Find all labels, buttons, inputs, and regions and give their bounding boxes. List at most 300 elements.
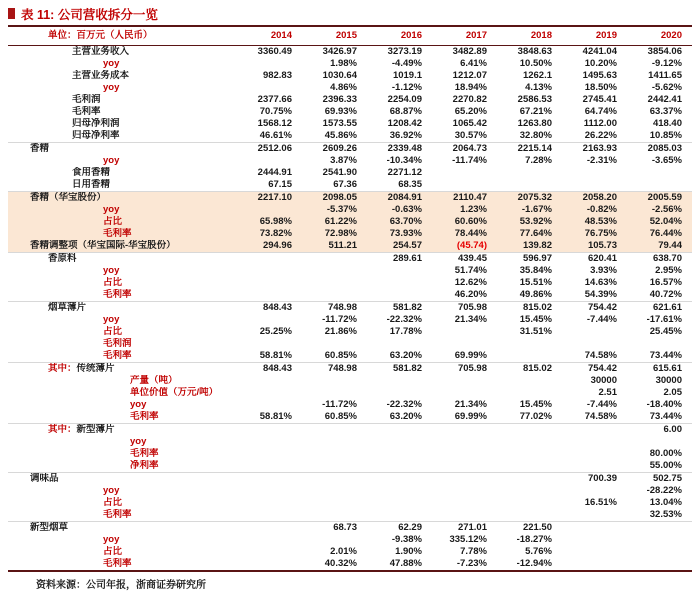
cell-value: [302, 289, 367, 302]
cell-value: [627, 179, 692, 192]
cell-value: 63.20%: [389, 350, 422, 361]
cell-value: [237, 448, 302, 460]
row-label: yoy: [130, 399, 147, 410]
cell-value: 73.44%: [649, 411, 682, 422]
cell-value: [237, 265, 302, 277]
cell-value: 294.96: [237, 240, 302, 253]
cell-value: [237, 436, 302, 448]
cell-value: 221.50: [497, 522, 562, 535]
table-row: [8, 155, 692, 167]
cell-value: 1.90%: [395, 546, 422, 557]
cell-value: 1112.00: [583, 118, 617, 129]
cell-value: 2.95%: [655, 265, 682, 276]
cell-value: -3.65%: [651, 155, 682, 166]
table-row: [8, 289, 692, 302]
cell-value: -28.22%: [646, 485, 682, 496]
cell-value: -2.56%: [627, 204, 692, 216]
cell-value: [497, 167, 562, 179]
cell-value: -1.12%: [391, 82, 422, 93]
row-label: 香精: [8, 143, 237, 156]
cell-value: [367, 375, 432, 387]
table-row: [8, 46, 692, 59]
cell-value: -11.72%: [322, 314, 357, 325]
cell-value: 335.12%: [449, 534, 487, 545]
cell-value: [302, 253, 367, 266]
row-label-name: 传统薄片: [76, 363, 115, 374]
cell-value: [237, 460, 302, 473]
cell-value: [562, 179, 627, 192]
cell-value: [497, 460, 562, 473]
cell-value: 2064.73: [432, 143, 497, 156]
year-header-2015: 2015: [302, 26, 367, 46]
cell-value: -9.12%: [651, 58, 682, 69]
row-label: 新型烟草: [8, 522, 237, 535]
cell-value: 68.73: [302, 522, 367, 535]
cell-value: [497, 350, 562, 363]
cell-value: [237, 58, 302, 70]
cell-value: 45.86%: [324, 130, 357, 141]
cell-value: 54.39%: [584, 289, 617, 300]
cell-value: 2586.53: [517, 94, 552, 105]
cell-value: 16.57%: [649, 277, 682, 288]
year-header-2018: 2018: [497, 26, 562, 46]
cell-value: 2745.41: [582, 94, 617, 105]
cell-value: [367, 436, 432, 448]
table-row: [8, 546, 692, 558]
cell-value: 72.98%: [302, 228, 367, 240]
table-row: [8, 82, 692, 94]
table-row: [8, 179, 692, 192]
cell-value: [302, 473, 367, 486]
row-label: yoy: [103, 82, 120, 93]
cell-value: 982.83: [262, 70, 292, 81]
cell-value: [627, 338, 692, 350]
cell-value: [237, 314, 302, 326]
cell-value: [432, 167, 497, 179]
cell-value: 1411.65: [648, 70, 682, 81]
cell-value: 1495.63: [582, 70, 617, 81]
cell-value: [237, 546, 302, 558]
cell-value: 2215.14: [497, 143, 562, 156]
cell-value: [302, 338, 367, 350]
cell-value: 60.60%: [432, 216, 497, 228]
cell-value: [432, 497, 497, 509]
cell-value: [497, 485, 562, 497]
cell-value: 36.92%: [389, 130, 422, 141]
table-row: [8, 350, 692, 363]
cell-value: 40.72%: [649, 289, 682, 300]
cell-value: -18.40%: [646, 399, 682, 410]
cell-value: 615.61: [627, 363, 692, 376]
row-label: 香原料: [8, 253, 237, 266]
cell-value: 55.00%: [649, 460, 682, 471]
table-row: [8, 58, 692, 70]
cell-value: 74.58%: [584, 411, 617, 422]
table-row: [8, 216, 692, 228]
cell-value: 439.45: [432, 253, 497, 266]
table-row: [8, 240, 692, 253]
cell-value: 2377.66: [257, 94, 292, 105]
cell-value: [237, 534, 302, 546]
cell-value: 10.20%: [584, 58, 617, 69]
cell-value: 2058.20: [562, 192, 627, 205]
cell-value: [367, 338, 432, 350]
cell-value: 7.28%: [525, 155, 552, 166]
cell-value: 40.32%: [324, 558, 357, 569]
cell-value: [562, 522, 627, 535]
cell-value: 12.62%: [454, 277, 487, 288]
cell-value: [627, 534, 692, 546]
year-header-2019: 2019: [562, 26, 627, 46]
cell-value: [367, 424, 432, 437]
cell-value: 74.58%: [584, 350, 617, 361]
cell-value: [237, 497, 302, 509]
cell-value: [562, 448, 627, 460]
cell-value: 1030.64: [322, 70, 357, 81]
cell-value: [562, 460, 627, 473]
cell-value: 815.02: [497, 302, 562, 315]
year-header-2016: 2016: [367, 26, 432, 46]
cell-value: 32.53%: [649, 509, 682, 520]
cell-value: [367, 387, 432, 399]
cell-value: [237, 558, 302, 571]
table-row: [8, 534, 692, 546]
cell-value: 2270.82: [452, 94, 487, 105]
table-row: [8, 424, 692, 437]
cell-value: 67.15: [268, 179, 292, 190]
cell-value: -4.49%: [391, 58, 422, 69]
cell-value: [237, 204, 302, 216]
table-row: [8, 436, 692, 448]
table-row: [8, 509, 692, 522]
row-label: yoy: [103, 58, 120, 69]
revenue-breakdown-table: [8, 25, 692, 572]
table-row: [8, 448, 692, 460]
row-label: yoy: [103, 314, 120, 325]
row-label: [8, 363, 237, 376]
row-label: 占比: [103, 326, 123, 337]
cell-value: [367, 448, 432, 460]
cell-value: [497, 338, 562, 350]
table-row: [8, 558, 692, 571]
cell-value: [302, 497, 367, 509]
cell-value: 3426.97: [322, 46, 357, 57]
cell-value: 3.87%: [330, 155, 357, 166]
cell-value: -11.72%: [322, 399, 357, 410]
cell-value: 67.36: [333, 179, 357, 190]
header-row: [8, 26, 692, 46]
cell-value: -7.44%: [586, 314, 617, 325]
table-header: [8, 26, 692, 46]
row-label: 毛利率: [8, 228, 237, 240]
cell-value: 271.01: [432, 522, 497, 535]
cell-value: 3482.89: [452, 46, 487, 57]
table-row: [8, 204, 692, 216]
cell-value: 15.51%: [519, 277, 552, 288]
cell-value: 2005.59: [627, 192, 692, 205]
cell-value: [432, 338, 497, 350]
row-label: 归母净利润: [72, 118, 120, 129]
cell-value: 2110.47: [432, 192, 497, 205]
cell-value: 30.57%: [454, 130, 487, 141]
cell-value: -10.34%: [386, 155, 422, 166]
cell-value: 289.61: [367, 253, 432, 266]
cell-value: 511.21: [302, 240, 367, 253]
cell-value: 76.44%: [627, 228, 692, 240]
cell-value: 15.45%: [519, 314, 552, 325]
cell-value: 61.22%: [302, 216, 367, 228]
row-label: 香精（华宝股份）: [8, 192, 237, 205]
row-label: yoy: [103, 155, 120, 166]
cell-value: -22.32%: [386, 314, 422, 325]
cell-value: 1568.12: [257, 118, 292, 129]
cell-value: -7.23%: [456, 558, 487, 569]
cell-value: [367, 460, 432, 473]
cell-value: 77.02%: [519, 411, 552, 422]
row-label: 毛利率: [103, 350, 132, 361]
cell-value: 26.22%: [584, 130, 617, 141]
cell-value: 2085.03: [627, 143, 692, 156]
cell-value: 638.70: [627, 253, 692, 266]
cell-value: [237, 387, 302, 399]
cell-value: 32.80%: [519, 130, 552, 141]
cell-value: 2.05: [663, 387, 682, 398]
table-row: [8, 94, 692, 106]
cell-value: 76.75%: [562, 228, 627, 240]
cell-value: 25.45%: [649, 326, 682, 337]
cell-value: [497, 436, 562, 448]
cell-value: [562, 338, 627, 350]
cell-value: 4241.04: [582, 46, 617, 57]
row-label: yoy: [103, 265, 120, 276]
cell-value: 1.23%: [432, 204, 497, 216]
table-row: [8, 253, 692, 266]
cell-value: 46.20%: [454, 289, 487, 300]
cell-value: -0.82%: [562, 204, 627, 216]
cell-value: 48.53%: [562, 216, 627, 228]
cell-value: 13.04%: [649, 497, 682, 508]
cell-value: [302, 265, 367, 277]
cell-value: [302, 448, 367, 460]
cell-value: 2442.41: [647, 94, 682, 105]
row-label: 归母净利率: [72, 130, 120, 141]
cell-value: 69.99%: [454, 411, 487, 422]
cell-value: 3360.49: [257, 46, 292, 57]
cell-value: [237, 289, 302, 302]
cell-value: 53.92%: [497, 216, 562, 228]
cell-value: 21.34%: [454, 399, 487, 410]
cell-value: 69.93%: [324, 106, 357, 117]
table-row: [8, 167, 692, 179]
cell-value: [562, 424, 627, 437]
table-row: [8, 460, 692, 473]
cell-value: 2254.09: [387, 94, 422, 105]
cell-value: 2339.48: [367, 143, 432, 156]
cell-value: 2098.05: [302, 192, 367, 205]
cell-value: 6.41%: [460, 58, 487, 69]
row-label: 占比: [103, 277, 123, 288]
row-label: 占比: [103, 497, 123, 508]
cell-value: 64.74%: [584, 106, 617, 117]
year-header-2017: 2017: [432, 26, 497, 46]
cell-value: 80.00%: [649, 448, 682, 459]
cell-value: 620.41: [562, 253, 627, 266]
cell-value: [367, 509, 432, 522]
cell-value: [302, 485, 367, 497]
table-row: [8, 314, 692, 326]
row-label: yoy: [8, 204, 237, 216]
cell-value: [497, 387, 562, 399]
cell-value: 1.98%: [330, 58, 357, 69]
cell-value: [237, 485, 302, 497]
row-label: 净利率: [130, 460, 159, 471]
cell-value: 1573.55: [322, 118, 357, 129]
cell-value: 58.81%: [259, 411, 292, 422]
table-row: [8, 363, 692, 376]
cell-value: [562, 509, 627, 522]
row-label: 占比: [103, 546, 123, 557]
table-row: [8, 326, 692, 338]
cell-value: [432, 179, 497, 192]
cell-value: 754.42: [562, 363, 627, 376]
cell-value: 46.61%: [259, 130, 292, 141]
cell-value: [302, 277, 367, 289]
cell-value: 581.82: [367, 302, 432, 315]
cell-value: 47.88%: [389, 558, 422, 569]
cell-value: 18.94%: [454, 82, 487, 93]
table-row: [8, 143, 692, 156]
table-row: [8, 522, 692, 535]
cell-value: [237, 338, 302, 350]
cell-value: 49.86%: [519, 289, 552, 300]
table-row: [8, 70, 692, 82]
cell-value: 596.97: [497, 253, 562, 266]
cell-value: [432, 436, 497, 448]
cell-value: 7.78%: [460, 546, 487, 557]
cell-value: [367, 497, 432, 509]
cell-value: [237, 509, 302, 522]
cell-value: 1262.1: [522, 70, 552, 81]
table-row: [8, 106, 692, 118]
cell-value: 748.98: [302, 302, 367, 315]
cell-value: [367, 265, 432, 277]
cell-value: -22.32%: [386, 399, 422, 410]
cell-value: [562, 546, 627, 558]
row-label: 主营业务收入: [72, 46, 130, 57]
cell-value: [432, 473, 497, 486]
cell-value: [432, 387, 497, 399]
cell-value: [497, 448, 562, 460]
row-label: 香精调整项（华宝国际-华宝股份）: [8, 240, 237, 253]
cell-value: 3273.19: [387, 46, 422, 57]
table-row: [8, 387, 692, 399]
cell-value: [497, 509, 562, 522]
cell-value: 815.02: [497, 363, 562, 376]
red-square-bullet-icon: [8, 8, 15, 19]
cell-value: [302, 509, 367, 522]
cell-value: 63.20%: [389, 411, 422, 422]
cell-value: 1263.80: [517, 118, 552, 129]
cell-value: [497, 424, 562, 437]
source-note: 资料来源：公司年报，浙商证券研究所: [36, 580, 206, 591]
cell-value: [562, 167, 627, 179]
cell-value: 35.84%: [519, 265, 552, 276]
cell-value: 31.51%: [519, 326, 552, 337]
cell-value: [627, 522, 692, 535]
row-label: 食用香精: [72, 167, 111, 178]
table-row: [8, 130, 692, 143]
cell-value: 14.63%: [584, 277, 617, 288]
row-label: 日用香精: [72, 179, 111, 190]
table-row: [8, 375, 692, 387]
table-row: [8, 473, 692, 486]
cell-value: 2.51: [598, 387, 617, 398]
cell-value: 2444.91: [257, 167, 292, 178]
row-label: 主营业务成本: [72, 70, 130, 81]
cell-value: 2075.32: [497, 192, 562, 205]
cell-value: 2084.91: [367, 192, 432, 205]
cell-value: 2541.90: [322, 167, 357, 178]
cell-value: -1.67%: [497, 204, 562, 216]
row-label-prefix: 其中：: [48, 363, 77, 374]
cell-value: 18.50%: [584, 82, 617, 93]
cell-value: [432, 375, 497, 387]
cell-value: [367, 277, 432, 289]
cell-value: 705.98: [432, 302, 497, 315]
cell-value: 848.43: [237, 363, 302, 376]
cell-value: 254.57: [367, 240, 432, 253]
cell-value: 1065.42: [452, 118, 487, 129]
table-row: [8, 265, 692, 277]
cell-value: 1208.42: [387, 118, 422, 129]
cell-value: 105.73: [562, 240, 627, 253]
cell-value: 4.86%: [330, 82, 357, 93]
cell-value: -0.63%: [367, 204, 432, 216]
year-header-2014: 2014: [237, 26, 302, 46]
row-label: 毛利率: [72, 106, 101, 117]
cell-value: -11.74%: [452, 155, 487, 166]
cell-value: [497, 375, 562, 387]
row-label-prefix: 其中：: [48, 424, 77, 435]
cell-value: [562, 436, 627, 448]
cell-value: [627, 436, 692, 448]
cell-value: 10.85%: [649, 130, 682, 141]
row-label: 毛利率: [103, 509, 132, 520]
cell-value: [562, 534, 627, 546]
cell-value: 10.50%: [519, 58, 552, 69]
cell-value: 139.82: [497, 240, 562, 253]
cell-value: 2.01%: [330, 546, 357, 557]
table-title-row: [8, 4, 692, 23]
row-label: 毛利率: [130, 448, 159, 459]
cell-value: [237, 82, 302, 94]
cell-value: 2163.93: [562, 143, 627, 156]
cell-value: 60.85%: [324, 411, 357, 422]
cell-value: 60.85%: [324, 350, 357, 361]
cell-value: 502.75: [627, 473, 692, 486]
cell-value: [302, 424, 367, 437]
row-label: 产量（吨）: [130, 375, 178, 386]
cell-value: [367, 289, 432, 302]
cell-value: 6.00: [627, 424, 692, 437]
cell-value: [302, 387, 367, 399]
cell-value: 3848.63: [517, 46, 552, 57]
cell-value: 73.44%: [649, 350, 682, 361]
table-body: [8, 46, 692, 572]
row-label-name: 新型薄片: [76, 424, 115, 435]
cell-value: [497, 497, 562, 509]
cell-value: [237, 375, 302, 387]
